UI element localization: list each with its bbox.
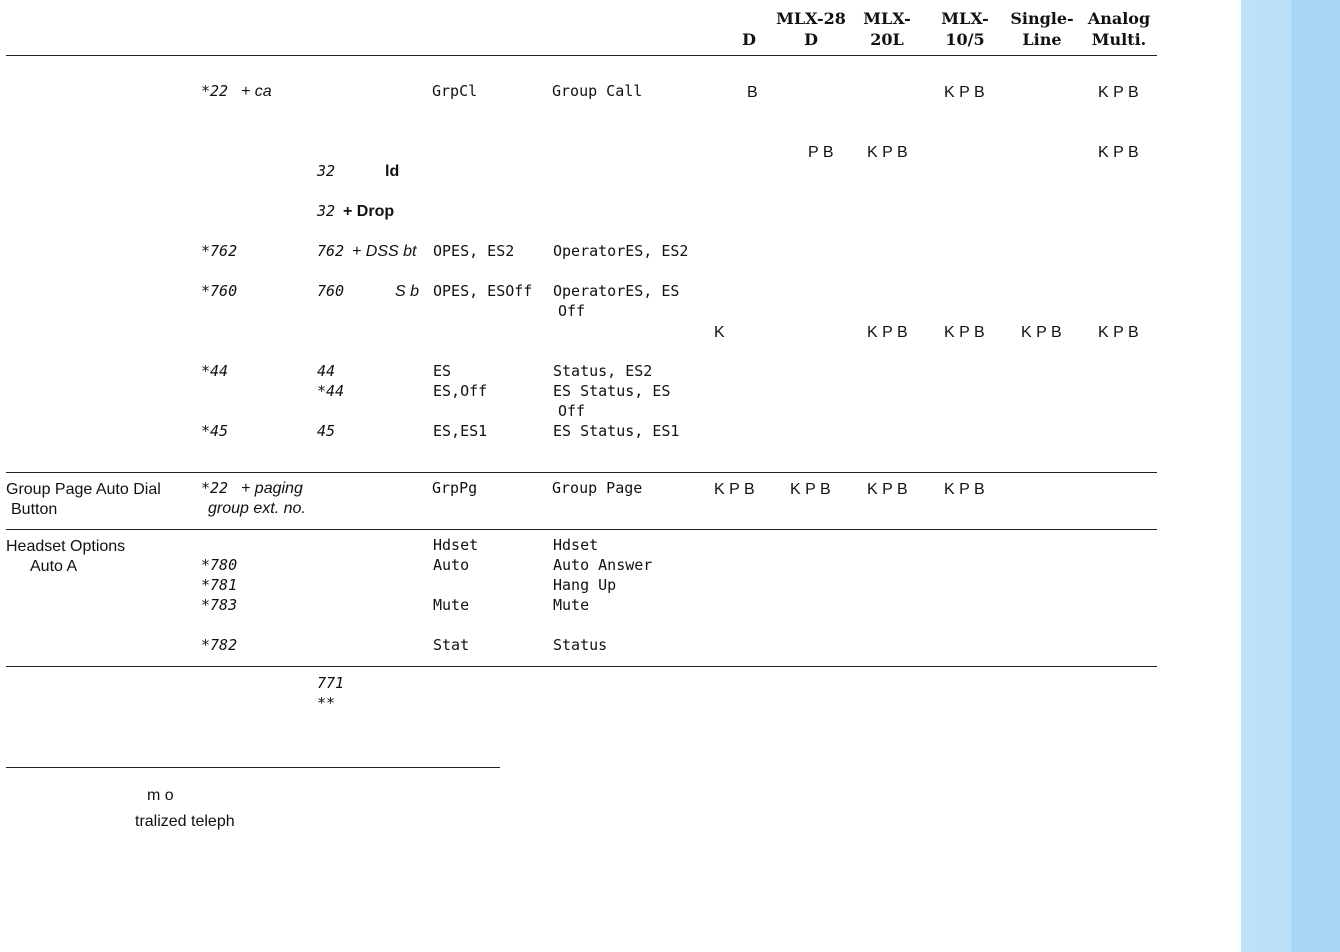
feature-code-suffix: + ca (241, 83, 272, 100)
feature-code-suffix-cont: group ext. no. (208, 500, 306, 517)
cell-d: B (747, 84, 758, 101)
display-label: OPES, ES2 (433, 242, 515, 260)
footnote-line: tralized teleph (135, 813, 235, 830)
display-label: ES (433, 362, 452, 380)
feature-code: 771 (317, 674, 345, 692)
cell-mlx10: K P B (944, 481, 985, 498)
cell-analog: K P B (1098, 144, 1139, 161)
feature-name-cont: Button (11, 501, 58, 518)
feature-code-2: 760 (317, 282, 345, 300)
feature-code: *44 (201, 362, 229, 380)
feature-code: *780 (201, 556, 238, 574)
col-header-mlx10: MLX- 10/5 (941, 9, 989, 49)
cell-mlx10: K P B (944, 324, 985, 341)
display-label: ES,ES1 (433, 422, 488, 440)
col-header-single-line: Single- Line (1010, 9, 1074, 49)
margin-stripe (1292, 0, 1293, 952)
button-label-cont: Off (558, 402, 586, 420)
display-label: GrpPg (432, 479, 478, 497)
button-label: OperatorES, ES2 (553, 242, 689, 260)
feature-code: *762 (201, 242, 238, 260)
cell-mlx28: K P B (790, 481, 831, 498)
cell-d: K P B (714, 481, 755, 498)
cell-mlx28: P B (808, 144, 834, 161)
cell-d: K (714, 324, 725, 341)
button-label-cont: Off (558, 302, 586, 320)
display-label: Auto (433, 556, 470, 574)
display-label: ES,Off (433, 382, 488, 400)
button-label: Mute (553, 596, 590, 614)
feature-code: 32 (317, 162, 336, 180)
footnote-rule (6, 767, 500, 768)
feature-name: Headset Options (6, 538, 126, 555)
button-label: Hdset (553, 536, 599, 554)
feature-code-2: 762 (317, 242, 345, 260)
cell-analog: K P B (1098, 84, 1139, 101)
feature-code: *760 (201, 282, 238, 300)
feature-code: *781 (201, 576, 238, 594)
col-header-mlx28: MLX-28 D (776, 9, 846, 49)
col-header-analog-multi: Analog Multi. (1087, 9, 1151, 49)
right-margin-band (1241, 0, 1340, 952)
cell-single-line: K P B (1021, 324, 1062, 341)
feature-code-suffix: S b (395, 283, 420, 300)
display-label: OPES, ESOff (433, 282, 533, 300)
display-label: Mute (433, 596, 470, 614)
button-label: OperatorES, ES (553, 282, 680, 300)
button-label: Auto Answer (553, 556, 653, 574)
row-rule (6, 472, 1157, 473)
feature-code-suffix: + Drop (343, 203, 395, 220)
cell-analog: K P B (1098, 324, 1139, 341)
cell-mlx20: K P B (867, 481, 908, 498)
feature-code: *783 (201, 596, 238, 614)
feature-code-2: 44 (317, 362, 336, 380)
feature-code-suffix: + DSS bt (352, 243, 417, 260)
button-label: Hang Up (553, 576, 617, 594)
button-label: Status, ES2 (553, 362, 653, 380)
feature-code-suffix: ld (385, 163, 400, 180)
button-label: Group Page (552, 479, 643, 497)
feature-code-2: 45 (317, 422, 336, 440)
display-label: Stat (433, 636, 470, 654)
feature-code-suffix: + paging (241, 480, 303, 497)
button-label: ES Status, ES1 (553, 422, 680, 440)
header-rule (6, 55, 1157, 56)
feature-code: *22 (201, 479, 229, 497)
col-header-mlx20: MLX- 20L (863, 9, 911, 49)
button-label: ES Status, ES (553, 382, 671, 400)
feature-name-cont: Auto A (30, 558, 78, 575)
col-header-d: D (742, 30, 756, 49)
cell-mlx20: K P B (867, 144, 908, 161)
feature-name: Group Page Auto Dial (6, 481, 161, 498)
cell-mlx20: K P B (867, 324, 908, 341)
button-label: Group Call (552, 82, 643, 100)
footnote-line: m o (147, 787, 174, 804)
feature-code-2: *44 (317, 382, 345, 400)
feature-code: *45 (201, 422, 229, 440)
row-rule (6, 529, 1157, 530)
feature-code: 32 (317, 202, 336, 220)
cell-mlx10: K P B (944, 84, 985, 101)
feature-code: *782 (201, 636, 238, 654)
row-rule (6, 666, 1157, 667)
display-label: GrpCl (432, 82, 478, 100)
button-label: Status (553, 636, 608, 654)
display-label: Hdset (433, 536, 479, 554)
feature-code-2: ** (317, 694, 336, 712)
feature-code: *22 (201, 82, 229, 100)
